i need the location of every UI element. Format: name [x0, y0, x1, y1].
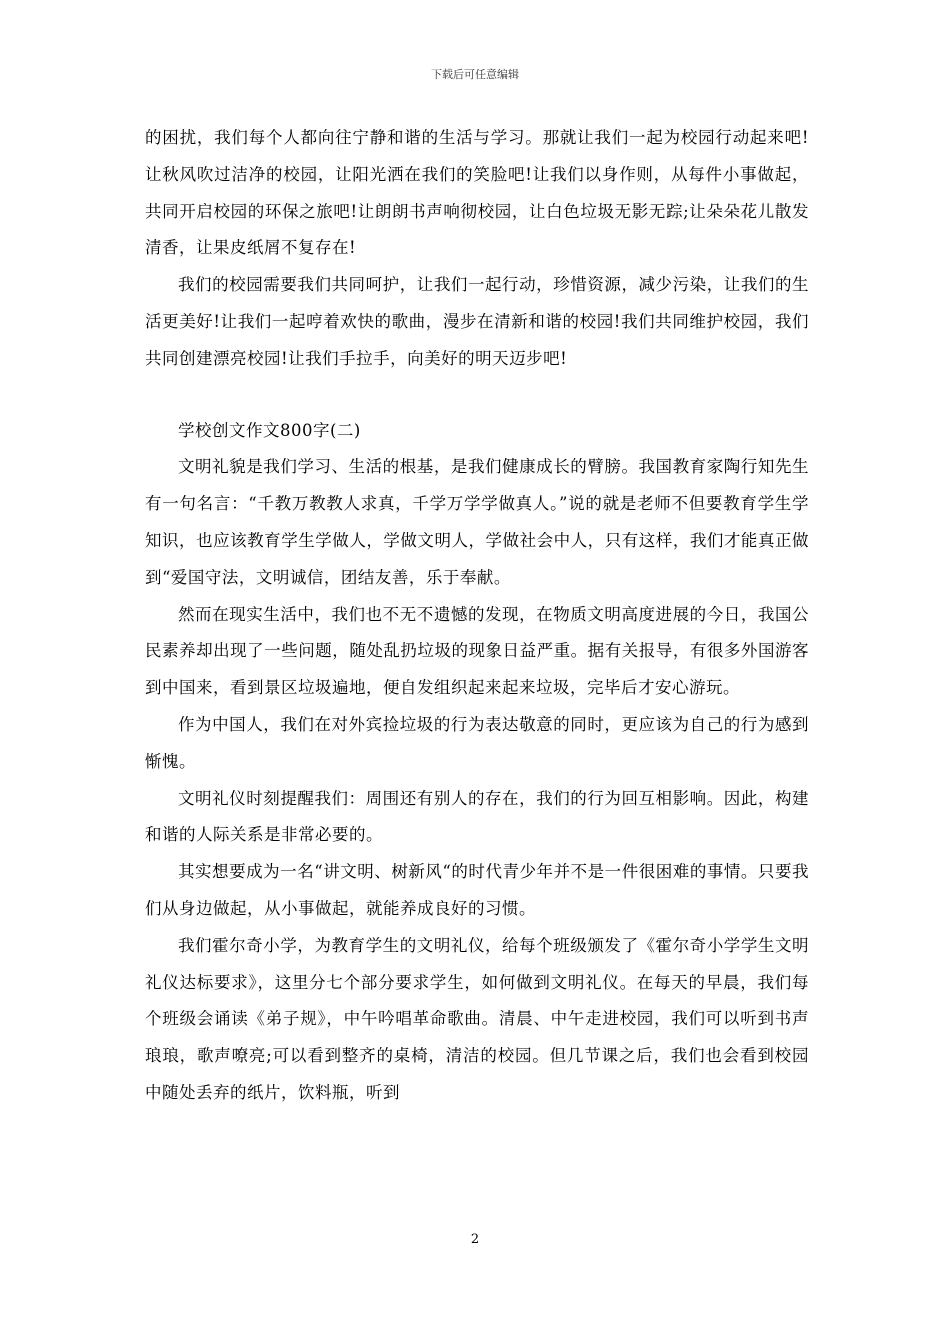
paragraph-continued: 的困扰，我们每个人都向往宁静和谐的生活与学习。那就让我们一起为校园行动起来吧!让秋风吹过洁净的校园，让阳光洒在我们的笑脸吧!让我们以身作则，从每件小事做起，共同开启校园的环保之旅吧!让朗朗书声响彻校园，让白色垃圾无影无踪;让朵朵花儿散发清香，让果皮纸屑不复存在! — [145, 128, 809, 258]
paragraph: 文明礼貌是我们学习、生活的根基，是我们健康成长的臂膀。我国教育家陶行知先生有一句名言：“千教万教教人求真，千学万学学做真人。”说的就是老师不但要教育学生学知识，也应该教育学生学做人，学做文明人，学做社会中人，只有这样，我们才能真正做到“爱国守法，文明诚信，团结友善，乐于奉献。 — [145, 457, 809, 587]
page-number: 2 — [470, 1232, 480, 1247]
document-body — [145, 120, 809, 1112]
page-header: 下载后可任意编辑 — [431, 68, 519, 81]
paragraph: 然而在现实生活中，我们也不无不遗憾的发现，在物质文明高度进展的今日，我国公民素养却出现了一些问题，随处乱扔垃圾的现象日益严重。据有关报导，有很多外国游客到中国来，看到景区垃圾遍地，便自发组织起来起来垃圾，完毕后才安心游玩。 — [145, 604, 809, 698]
paragraph: 我们霍尔奇小学，为教育学生的文明礼仪，给每个班级颁发了《霍尔奇小学学生文明礼仪达标要求》，这里分七个部分要求学生，如何做到文明礼仪。在每天的早晨，我们每个班级会诵读《弟子规》，中午吟唱革命歌曲。清晨、中午走进校园，我们可以听到书声琅琅，歌声嘹亮;可以看到整齐的桌椅，清洁的校园。但几节课之后，我们也会看到校园中随处丢弃的纸片，饮料瓶，听到 — [145, 935, 809, 1102]
paragraph: 其实想要成为一名“讲文明、树新风“的时代青少年并不是一件很困难的事情。只要我们从身边做起，从小事做起，就能养成良好的习惯。 — [145, 862, 809, 918]
paragraph: 我们的校园需要我们共同呵护，让我们一起行动，珍惜资源，减少污染，让我们的生活更美好!让我们一起哼着欢快的歌曲，漫步在清新和谐的校园!我们共同维护校园，我们共同创建漂亮校园!让我们手拉手，向美好的明天迈步吧! — [145, 275, 809, 368]
paragraph: 文明礼仪时刻提醒我们：周围还有别人的存在，我们的行为回互相影响。因此，构建和谐的人际关系是非常必要的。 — [145, 788, 809, 845]
paragraph: 作为中国人，我们在对外宾捡垃圾的行为表达敬意的同时，更应该为自己的行为感到惭愧。 — [145, 714, 809, 771]
section-heading: 学校创文作文800字(二) — [178, 420, 361, 440]
